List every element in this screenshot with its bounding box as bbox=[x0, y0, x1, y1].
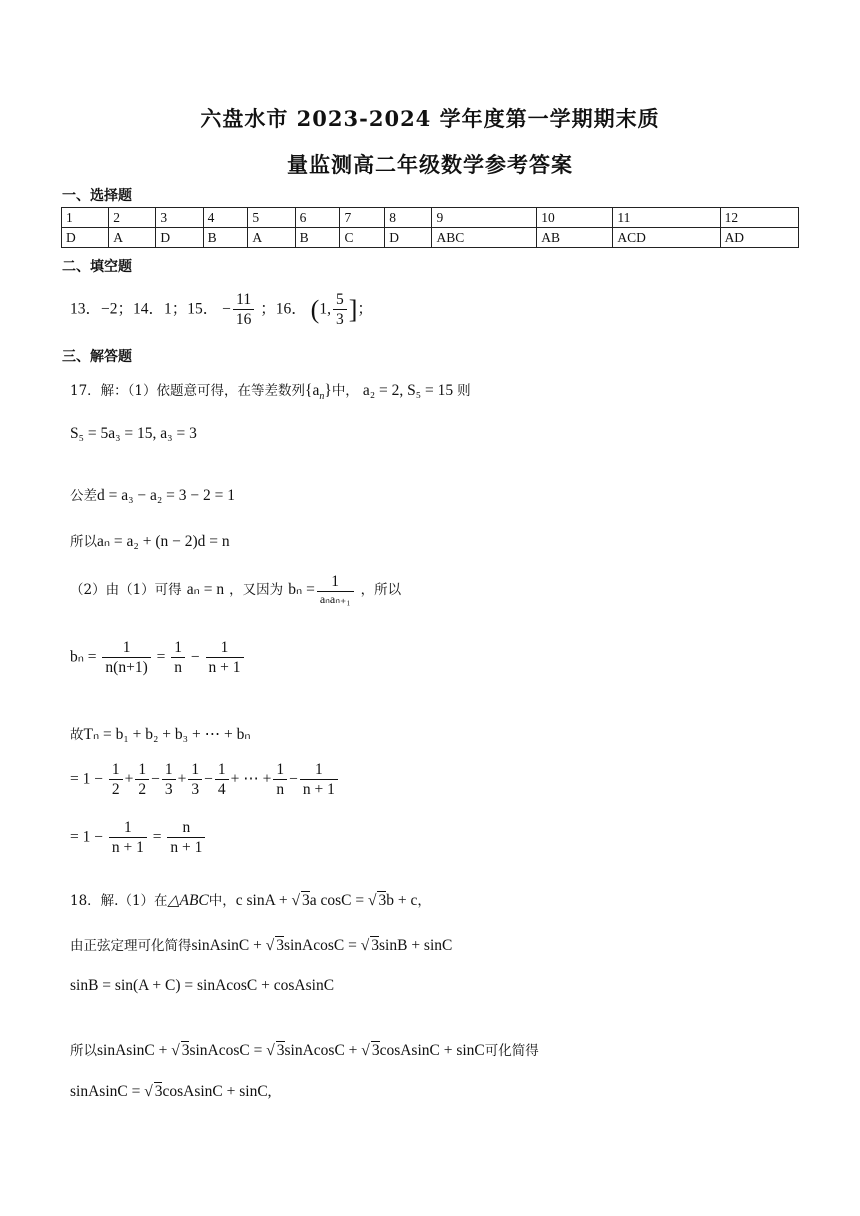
p17-line8 bbox=[70, 760, 340, 800]
table-cell: 12 bbox=[720, 208, 798, 228]
table-cell: 8 bbox=[385, 208, 432, 228]
p17-so: ，所以 bbox=[360, 582, 402, 599]
table-cell: 5 bbox=[248, 208, 295, 228]
p17-line5 bbox=[70, 572, 401, 607]
fraction-denominator: n + 1 bbox=[170, 839, 203, 857]
p17-line2: S₅ = 5a₃ = 15, a₃ = 3 bbox=[70, 425, 197, 442]
fill-answers bbox=[70, 290, 373, 330]
fraction bbox=[273, 760, 287, 800]
table-cell: 9 bbox=[432, 208, 537, 228]
p18-intro: 18．解.（1）在 bbox=[70, 893, 168, 909]
sqrt-radicand: 3 bbox=[276, 937, 284, 954]
table-cell: A bbox=[109, 228, 156, 248]
answer-table-number-row bbox=[62, 208, 799, 228]
p18-simplify: 可化简得 bbox=[484, 1043, 539, 1059]
fraction-denominator: n bbox=[276, 781, 285, 799]
p17-common-difference: d = a₃ − a₂ = 3 − 2 = 1 bbox=[97, 487, 236, 504]
fraction-numerator: 1 bbox=[109, 818, 147, 838]
fraction bbox=[109, 760, 123, 800]
expr-part: sinAcosC = bbox=[189, 1042, 263, 1059]
fill-q15-fraction bbox=[233, 290, 255, 330]
p17-part2-intro: （2）由（1）可得 bbox=[70, 582, 182, 599]
label-common-difference: 公差 bbox=[70, 488, 97, 504]
fraction-denominator: 2 bbox=[111, 781, 120, 799]
sqrt-radicand: 3 bbox=[301, 892, 310, 909]
fraction-numerator: 1 bbox=[171, 638, 185, 658]
sqrt-radicand: 3 bbox=[371, 937, 380, 954]
label-therefore: 所以 bbox=[70, 534, 97, 550]
table-cell: 1 bbox=[62, 208, 109, 228]
operator: − bbox=[289, 770, 298, 788]
p17-bn-fraction bbox=[317, 572, 354, 607]
set-open: {a bbox=[305, 382, 320, 399]
section-fill-heading: 二、填空题 bbox=[62, 259, 132, 275]
fraction bbox=[167, 818, 205, 858]
p18-line3: sinB = sin(A + C) = sinAcosC + cosAsinC bbox=[70, 977, 335, 994]
close-bracket: ] bbox=[348, 294, 358, 324]
p18-eq4: sinAsinC + √ 3sinAcosC = √ 3sinAcosC + √ 3cosAsinC + sinC bbox=[97, 1042, 485, 1059]
fraction bbox=[188, 760, 202, 800]
fraction-numerator: 1 bbox=[215, 760, 229, 780]
table-cell: 11 bbox=[613, 208, 720, 228]
sqrt-radicand: 3 bbox=[154, 1083, 163, 1100]
fill-end: ； bbox=[357, 300, 373, 318]
sequence-set: $\{a_n\}$ bbox=[305, 382, 332, 402]
p17-tn-sum: Tₙ = b₁ + b₂ + b₃ + ⋯ + bₙ bbox=[83, 726, 251, 743]
fraction-denominator: n + 1 bbox=[208, 659, 241, 677]
fraction-denominator: 2 bbox=[138, 781, 147, 799]
fraction-numerator: 1 bbox=[102, 638, 150, 658]
label-hence: 故 bbox=[70, 727, 84, 743]
table-cell: 10 bbox=[537, 208, 613, 228]
table-cell: C bbox=[340, 228, 385, 248]
expr-part: sinAsinC + bbox=[97, 1042, 168, 1059]
p17-line1 bbox=[70, 379, 471, 402]
section-choice-heading: 一、选择题 bbox=[62, 188, 132, 204]
p18-sine-rule-eq: sinAsinC + √ 3sinAcosC = √ 3sinB + sinC bbox=[191, 937, 453, 954]
p17-an-eq-n: aₙ = n bbox=[186, 581, 225, 599]
expr-part: sinAcosC + bbox=[284, 1042, 358, 1059]
fraction-numerator: 1 bbox=[188, 760, 202, 780]
fraction-denominator: n bbox=[174, 659, 182, 677]
page-title-line2: 量监测高二年级数学参考答案 bbox=[287, 152, 573, 177]
fraction bbox=[102, 638, 150, 678]
table-cell: 7 bbox=[340, 208, 385, 228]
fraction-denominator: n + 1 bbox=[111, 839, 144, 857]
table-cell: ACD bbox=[613, 228, 720, 248]
p18-condition: c sinA + √ 3a cosC = √ 3b + c bbox=[235, 892, 418, 909]
table-cell: B bbox=[203, 228, 248, 248]
table-cell: B bbox=[295, 228, 340, 248]
p17-intro: 17．解：（1）依题意可得，在等差数列 bbox=[70, 383, 306, 399]
expr-part: sinAsinC = bbox=[70, 1083, 141, 1100]
sqrt-radicand: 3 bbox=[276, 1042, 285, 1059]
fraction-numerator: 1 bbox=[300, 760, 338, 780]
fraction bbox=[300, 760, 338, 800]
fraction bbox=[109, 818, 147, 858]
p18-line4 bbox=[70, 1039, 539, 1060]
p18-in: 中， bbox=[208, 893, 236, 909]
table-cell: AD bbox=[720, 228, 798, 248]
p17-general-term: aₙ = a₂ + (n − 2)d = n bbox=[97, 533, 230, 550]
p17-line6 bbox=[70, 638, 246, 678]
fraction-numerator: 1 bbox=[109, 760, 123, 780]
fraction-denominator: aₙaₙ₊₁ bbox=[319, 592, 351, 607]
answer-table bbox=[61, 207, 799, 248]
fraction bbox=[215, 760, 229, 800]
minus-sign: − bbox=[190, 648, 200, 666]
triangle-abc: △ABC bbox=[167, 892, 209, 909]
fraction bbox=[162, 760, 176, 800]
equals-sign: = bbox=[152, 828, 162, 846]
fraction bbox=[171, 638, 185, 678]
p17-bn-def: bₙ = bbox=[288, 581, 315, 599]
p18-line5: sinAsinC = √ 3cosAsinC + sinC, bbox=[70, 1083, 272, 1100]
fraction bbox=[135, 760, 149, 800]
label-therefore: 所以 bbox=[70, 1043, 97, 1059]
fraction-denominator: n(n+1) bbox=[105, 659, 148, 677]
expr-part: sinB + sinC bbox=[379, 937, 453, 954]
operator: + ⋯ + bbox=[230, 770, 272, 788]
p18-line2 bbox=[70, 934, 452, 955]
fraction-numerator: 1 bbox=[273, 760, 287, 780]
p17-expand-start: = 1 − bbox=[70, 770, 103, 788]
fraction-denominator: n + 1 bbox=[302, 781, 335, 799]
fraction-numerator: 1 bbox=[206, 638, 244, 658]
table-cell: D bbox=[156, 228, 203, 248]
fraction-denominator: 3 bbox=[164, 781, 173, 799]
fraction-numerator: n bbox=[167, 818, 205, 838]
open-paren: ( bbox=[310, 294, 320, 324]
table-cell: 4 bbox=[203, 208, 248, 228]
fraction-numerator: 1 bbox=[162, 760, 176, 780]
answer-table-choice-row bbox=[62, 228, 799, 248]
operator: + bbox=[177, 770, 187, 788]
expr-part: cosAsinC + sinC bbox=[379, 1042, 485, 1059]
comma: ， bbox=[417, 893, 431, 909]
table-cell: 6 bbox=[295, 208, 340, 228]
table-cell: ABC bbox=[432, 228, 537, 248]
fraction-denominator: 3 bbox=[191, 781, 200, 799]
sqrt-radicand: 3 bbox=[371, 1042, 380, 1059]
p17-condition: a₂ = 2, S₅ = 15 bbox=[362, 382, 454, 399]
fraction-numerator: 11 bbox=[233, 290, 255, 310]
operator: − bbox=[151, 770, 160, 788]
sqrt-radicand: 3 bbox=[378, 892, 387, 909]
p17-line3 bbox=[70, 484, 235, 505]
fill-q16-lower: 1, bbox=[319, 300, 331, 318]
expr-part: sinAcosC = bbox=[283, 937, 357, 954]
table-cell: D bbox=[385, 228, 432, 248]
p17-line7 bbox=[70, 723, 251, 744]
fraction-denominator: 4 bbox=[217, 781, 226, 799]
expr-part: cosAsinC + sinC, bbox=[162, 1083, 272, 1100]
expr-part: sinAsinC + bbox=[191, 937, 262, 954]
p18-line1 bbox=[70, 889, 431, 910]
fraction-denominator: 3 bbox=[335, 311, 344, 329]
equals-sign: = bbox=[156, 648, 166, 666]
fraction bbox=[206, 638, 244, 678]
fraction-numerator: 1 bbox=[317, 572, 354, 592]
expr-part: b + c bbox=[386, 892, 418, 909]
minus-sign: − bbox=[222, 300, 231, 318]
p17-bn: bₙ = bbox=[70, 648, 97, 666]
operator: + bbox=[124, 770, 134, 788]
fraction-numerator: 5 bbox=[333, 290, 347, 310]
p18-sine-rule-label: 由正弦定理可化简得 bbox=[70, 938, 192, 954]
table-cell: 2 bbox=[109, 208, 156, 228]
expr-part: a cosC = bbox=[309, 892, 365, 909]
expr-part: c sinA + bbox=[235, 892, 288, 909]
fraction-numerator: 1 bbox=[135, 760, 149, 780]
p17-result-start: = 1 − bbox=[70, 828, 103, 846]
table-cell: A bbox=[248, 228, 295, 248]
fill-q16-label: ；16． bbox=[260, 300, 307, 318]
table-cell: 3 bbox=[156, 208, 203, 228]
page-title-line1: 六盘水市 2023-2024 学年度第一学期期末质 bbox=[200, 106, 660, 131]
table-cell: D bbox=[62, 228, 109, 248]
table-cell: AB bbox=[537, 228, 613, 248]
operator: − bbox=[204, 770, 213, 788]
section-solve-heading: 三、解答题 bbox=[62, 349, 132, 365]
p17-mid: 中， bbox=[331, 383, 359, 399]
fraction-denominator: 16 bbox=[235, 311, 252, 329]
sqrt-radicand: 3 bbox=[181, 1042, 190, 1059]
p17-because: ，又因为 bbox=[229, 582, 284, 599]
fill-q13-q15-label: 13．−2；14．1；15． bbox=[70, 300, 219, 318]
p17-line9 bbox=[70, 818, 207, 858]
p17-line4 bbox=[70, 530, 230, 551]
p17-then: 则 bbox=[457, 383, 471, 399]
fill-q16-fraction bbox=[333, 290, 347, 330]
